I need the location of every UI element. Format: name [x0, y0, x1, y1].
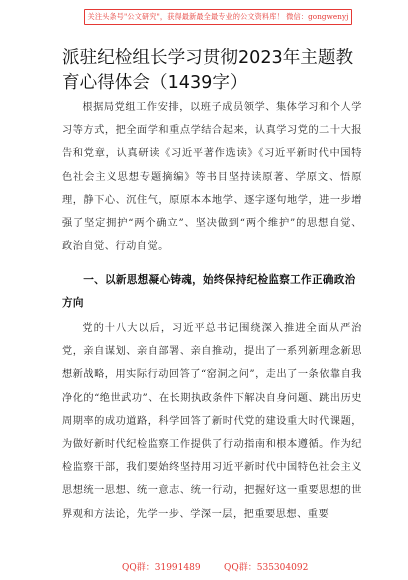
- footer: [0, 558, 408, 574]
- section-heading: 一、以新思想凝心铸魂，始终保持纪检监察工作正确政治方向: [62, 274, 356, 309]
- body-paragraph: 党的十八大以后，习近平总书记围绕深入推进全面从严治党，亲自谋划、亲自部署、亲自推动，提出了一系列新理念新思想新战略，用实际行动回答了“窑洞之问”，走出了一条依靠自我净化的“绝世武功”、在长期执政条件下解决自身问题、跳出历史周期率的成功道路，科学回答了新时代党的建设重大时代课题，为做好新时代纪检监察工作提供了行动指南和根本遵循。作为纪检监察干部，我们要始终坚持用习近平新时代中国特色社会主义思想统一思想、统一意志、统一行动，把握好这一重要思想的世界观和方法论，先学一步、学深一层，把重要思想、重要: [62, 323, 362, 520]
- footer-qq-group-1: QQ群：31991489: [122, 563, 201, 573]
- footer-qq-group-2: QQ群：535304092: [224, 563, 309, 573]
- banner-text: 关注头条号"公文研究"，获得最新最全最专业的公文资料库！ 微信：gongwenyj: [87, 12, 349, 21]
- top-banner: [84, 9, 352, 25]
- document-title: 派驻纪检组长学习贯彻2023年主题教育心得体会（1439字）: [62, 48, 354, 93]
- body-paragraph: 根据局党组工作安排，以班子成员领学、集体学习和个人学习等方式，把全面学和重点学结合起来，认真学习党的二十大报告和党章，认真研读《习近平著作选读》《习近平新时代中国特色社会主义思想专题摘编》等书目坚持读原著、学原文、悟原理，静下心、沉住气，原原本本地学、逐字逐句地学，进一步增强了坚定拥护“两个确立”、坚决做到“两个维护”的思想自觉、政治自觉、行动自觉。: [62, 102, 362, 253]
